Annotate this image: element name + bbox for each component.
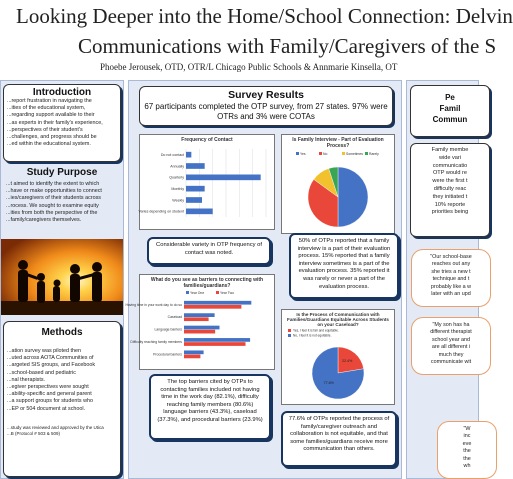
family-survey-line: priorities being [431, 209, 469, 216]
methods-line: ...ation survey was piloted then [7, 348, 82, 354]
study-purpose-line: ...rocess. We sought to examine equity [6, 202, 99, 209]
family-survey-text [414, 147, 486, 217]
legend-swatch [319, 152, 322, 155]
study-purpose-text [6, 181, 118, 224]
poster-title-line-1: Looking Deeper into the Home/School Connection: Delvin [16, 4, 513, 28]
quote-3-line: the [463, 455, 471, 462]
quote-2-line: different therapist [430, 329, 472, 336]
perspectives-heading [413, 92, 487, 125]
study-purpose-line: ...ies/caregivers of their students across [6, 195, 101, 202]
quote-3-line: eve [462, 440, 472, 447]
bar-0-1 [184, 305, 241, 309]
legend-label: Yes [300, 151, 306, 156]
slice-label: 77.6% [323, 380, 334, 385]
category-label: Language barriers [154, 327, 182, 332]
bar-4 [186, 197, 202, 203]
barriers-chart-plot [125, 289, 274, 367]
survey-results-heading: Survey Results [228, 89, 304, 101]
category-label: Procedural barriers [153, 352, 182, 357]
legend-label: Yes, I feel it is fair and equitable. [293, 328, 339, 333]
left-column [0, 80, 124, 479]
category-label: Caseload [167, 315, 182, 320]
category-label: Varies depending on student [138, 209, 184, 214]
quote-2-line: much they [438, 351, 464, 358]
quote-1-line: "Our school-base [430, 254, 472, 260]
methods-heading: Methods [41, 327, 83, 338]
bar-4-0 [184, 350, 204, 354]
family-silhouette-image [1, 239, 123, 315]
bar-3-0 [184, 338, 250, 342]
equitable-chart-plot [282, 327, 394, 407]
interview-chart-title: Is Family Interview - Part of Evaluation Process? [292, 137, 384, 149]
introduction-box [3, 84, 121, 162]
introduction-line: ...ities of the educational system, [7, 105, 86, 112]
legend-label: No, I feel it is not equitable. [293, 333, 332, 338]
bar-2-0 [184, 326, 220, 330]
quote-1 [411, 249, 491, 307]
family-survey-line: OTP would re [432, 170, 468, 177]
frequency-chart [139, 134, 275, 230]
legend-swatch [288, 334, 291, 337]
interview-chart [281, 134, 395, 234]
methods-line: ...argeted SIS groups, and Facebook [7, 362, 96, 369]
barriers-chart-title: What do you see as barriers to connecting with families/guardians? [150, 277, 264, 289]
legend-label: No [323, 151, 328, 156]
introduction-line: ...perspectives of their student's [7, 126, 83, 133]
family-survey-line: Family membe [431, 147, 469, 153]
introduction-heading: Introduction [32, 87, 92, 98]
bar-1 [186, 163, 205, 169]
introduction-line: ...regarding support available to their [7, 112, 95, 119]
bar-0 [186, 152, 191, 158]
legend-swatch [342, 152, 345, 155]
study-purpose-line: ...family/caregivers themselves. [6, 217, 82, 224]
quote-2-line: communicate wit [430, 359, 472, 366]
category-label: Weekly [172, 198, 184, 203]
frequency-chart-plot [140, 143, 274, 227]
middle-column [125, 80, 402, 479]
methods-line: ...nal therapists. [7, 376, 46, 383]
quote-2-line: "My son has ha [432, 322, 470, 328]
equitable-callout: 77.6% of OTPs reported the process of family/caregiver outreach and collaboration is not equitable, and that some families/guardians receive more communication than others. [281, 411, 397, 467]
variety-callout: Considerable variety in OTP frequency of contact was noted. [147, 237, 271, 265]
barriers-chart [125, 274, 275, 370]
frequency-chart-title: Frequency of Contact [181, 137, 233, 143]
perspectives-heading-line: Pe [445, 93, 455, 102]
legend-label: Year One [190, 290, 205, 295]
category-label: Difficulty reaching family members [130, 340, 182, 345]
poster-title-line-2: Communications with Family/Caregivers of the S [78, 34, 497, 58]
introduction-line: ...ed within the educational system. [7, 141, 91, 148]
quote-1-line: she tries a new t [431, 268, 471, 275]
methods-box [3, 321, 121, 477]
legend-swatch [186, 291, 189, 294]
equitable-chart-title: Is the Process of Communication with Families/Guardians Equitable Across Students on your Caseload? [287, 312, 389, 327]
legend-swatch [216, 291, 219, 294]
legend-swatch [365, 152, 368, 155]
introduction-line: ...report frustration in navigating the [7, 98, 92, 104]
quote-2 [411, 317, 491, 375]
family-survey-box [410, 143, 490, 237]
family-survey-line: were the first t [432, 178, 468, 185]
category-label: Quarterly [169, 175, 184, 180]
category-label: Having time in your work day to do so [125, 302, 182, 307]
irb-note [7, 425, 117, 437]
methods-line: ...uted across AOTA Communities of [7, 355, 94, 362]
family-survey-line: they initiated t [432, 193, 468, 200]
bar-3 [186, 186, 205, 192]
perspectives-heading-box [410, 85, 490, 137]
family-survey-line: communicatio [432, 162, 468, 169]
methods-line: ...EP or 504 document at school. [7, 405, 86, 412]
family-survey-line: difficulty reac [433, 185, 467, 192]
equitable-chart [281, 309, 395, 405]
study-purpose-line: ...ities from both the perspective of the [6, 209, 98, 216]
perspectives-heading-line: Commun [432, 115, 468, 124]
bar-2-1 [184, 330, 215, 334]
bar-2 [186, 175, 261, 181]
quote-3-line: "W [463, 426, 471, 432]
irb-line: ...B (Protocol # 503 & 509) [7, 430, 61, 436]
legend-label: Rarely [369, 151, 379, 156]
bar-5 [186, 209, 213, 215]
interview-callout: 50% of OTPs reported that a family interview is a part of their evaluation process. 15% reported that a family interview sometimes is a part of the evaluation process. 35% reported it was rarely or never a part of the evaluation process. [289, 233, 399, 299]
methods-line: ...ability-specific and general parent [7, 391, 92, 398]
poster-header [0, 0, 513, 80]
quote-3-line: wh [463, 463, 471, 470]
bar-3-1 [184, 342, 246, 346]
quote-2-line: school year and [431, 336, 471, 343]
survey-results-box [139, 86, 393, 126]
quote-3 [437, 421, 497, 479]
quote-1-line: later with an upd [431, 291, 471, 298]
pie-slice-0 [338, 167, 368, 227]
study-purpose-line: ...t aimed to identify the extent to which [6, 181, 100, 187]
bar-4-1 [184, 355, 200, 359]
methods-line: ...school-based and pediatric [7, 369, 76, 376]
right-column [406, 80, 479, 479]
irb-line: ...study was reviewed and approved by the Utica [7, 424, 104, 430]
category-label: Annually [170, 164, 184, 169]
bar-0-0 [184, 301, 251, 305]
family-survey-line: 10% reporte [434, 201, 466, 208]
quote-1-line: reaches out any [431, 261, 471, 268]
introduction-line: ...as experts in their family's experience, [7, 119, 103, 126]
legend-swatch [296, 152, 299, 155]
legend-label: Sometimes [346, 151, 363, 156]
introduction-line: ...challenges, and progress should be [7, 134, 97, 141]
slice-label: 22.4% [342, 359, 353, 364]
quote-2-line: are all different i [431, 344, 471, 351]
quote-1-line: technique and t [432, 276, 470, 283]
category-label: Do not contact [160, 153, 184, 158]
category-label: Monthly [171, 187, 184, 192]
purpose-section [3, 165, 121, 237]
study-purpose-heading: Study Purpose [26, 167, 98, 178]
quote-3-line: inc [463, 433, 471, 440]
bar-1-0 [184, 313, 215, 317]
poster-authors: Phoebe Jerousek, OTD, OTR/L Chicago Public Schools & Annmarie Kinsella, OT [100, 62, 398, 72]
family-survey-line: wide vari [438, 154, 462, 161]
legend-swatch [288, 329, 291, 332]
study-purpose-line: ...have or make opportunities to connect [6, 188, 102, 195]
interview-chart-plot [282, 149, 394, 237]
quote-3-line: the [463, 448, 471, 455]
methods-text [7, 348, 117, 413]
methods-line: ...a support groups for students who [7, 398, 94, 405]
barriers-callout: The top barriers cited by OTPs to contacting families included not having time in the work day (82.1%), difficulty reaching family members (80.6%) language barriers (43.3%), caseload (37.3%), and procedural barriers (23.9%) [149, 374, 271, 440]
perspectives-heading-line: Famil [439, 104, 461, 113]
bar-1-1 [184, 317, 209, 321]
quote-1-line: probably like a w [430, 283, 472, 290]
methods-line: ...egiver perspectives were sought [7, 384, 89, 391]
survey-results-text: 67 participants completed the OTP survey, from 27 states. 97% were OTRs and 3% were COTAs [144, 102, 388, 121]
introduction-text [7, 98, 117, 148]
legend-label: Year Two [220, 290, 234, 295]
